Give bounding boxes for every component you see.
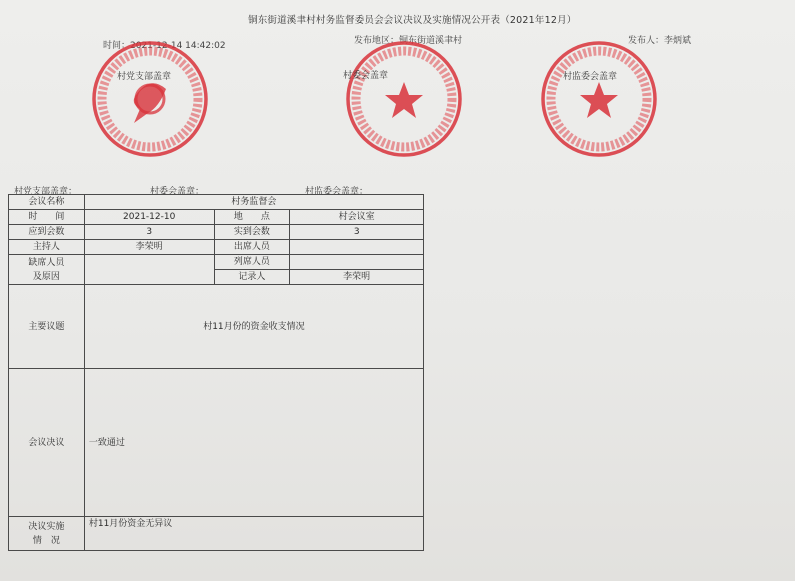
- seal-label-party: 村党支部盖章: [117, 72, 172, 82]
- resolution-value: 一致通过: [84, 369, 423, 517]
- host-value: 李荣明: [84, 240, 214, 255]
- place-label: 地 点: [214, 210, 290, 225]
- attendees-label: 出席人员: [214, 240, 290, 255]
- publish-time: 时间：2021-12-14 14:42:02: [103, 41, 226, 51]
- resolution-label: 会议决议: [9, 369, 85, 517]
- time-value: 2021-12-10: [84, 210, 214, 225]
- supervision-committee-seal: [538, 38, 660, 160]
- actual-value: 3: [290, 225, 424, 240]
- implementation-label: [9, 517, 85, 551]
- observers-value: [290, 255, 424, 270]
- meeting-form-table: [8, 194, 424, 551]
- seal-label-supervision: 村监委会盖章: [563, 72, 618, 82]
- time-label: 时 间: [9, 210, 85, 225]
- seal-label-committee: 村委会盖章: [343, 71, 389, 81]
- implementation-label-line1: 决议实施: [28, 521, 65, 532]
- signature-committee: 村委会盖章：: [150, 187, 205, 197]
- implementation-label-line2: 情 况: [32, 535, 60, 546]
- absent-label-line1: 缺席人员: [28, 257, 65, 268]
- absent-label-line2: 及原因: [32, 271, 60, 282]
- signature-supervision: 村监委会盖章：: [305, 187, 369, 197]
- recorder-label: 记录人: [214, 270, 290, 285]
- expected-value: 3: [84, 225, 214, 240]
- actual-label: 实到会数: [214, 225, 290, 240]
- absent-value: [84, 255, 214, 285]
- topic-label: 主要议题: [9, 285, 85, 369]
- absent-label: [9, 255, 85, 285]
- implementation-value: 村11月份资金无异议: [84, 517, 423, 551]
- observers-label: 列席人员: [214, 255, 290, 270]
- publisher: 发布人：李炳斌: [628, 36, 692, 46]
- place-value: 村会议室: [290, 210, 424, 225]
- meeting-name-value: 村务监督会: [84, 195, 423, 210]
- page-title: 铜东街道溪聿村村务监督委员会会议决议及实施情况公开表（2021年12月）: [248, 15, 577, 26]
- party-branch-seal: [89, 38, 211, 160]
- topic-value: 村11月份的资金收支情况: [84, 285, 423, 369]
- attendees-value: [290, 240, 424, 255]
- meeting-name-label: 会议名称: [9, 195, 85, 210]
- village-committee-seal: [343, 38, 465, 160]
- recorder-value: 李荣明: [290, 270, 424, 285]
- host-label: 主持人: [9, 240, 85, 255]
- signature-party: 村党支部盖章：: [14, 187, 78, 197]
- publish-area: 发布地区：铜东街道溪聿村: [354, 36, 463, 46]
- expected-label: 应到会数: [9, 225, 85, 240]
